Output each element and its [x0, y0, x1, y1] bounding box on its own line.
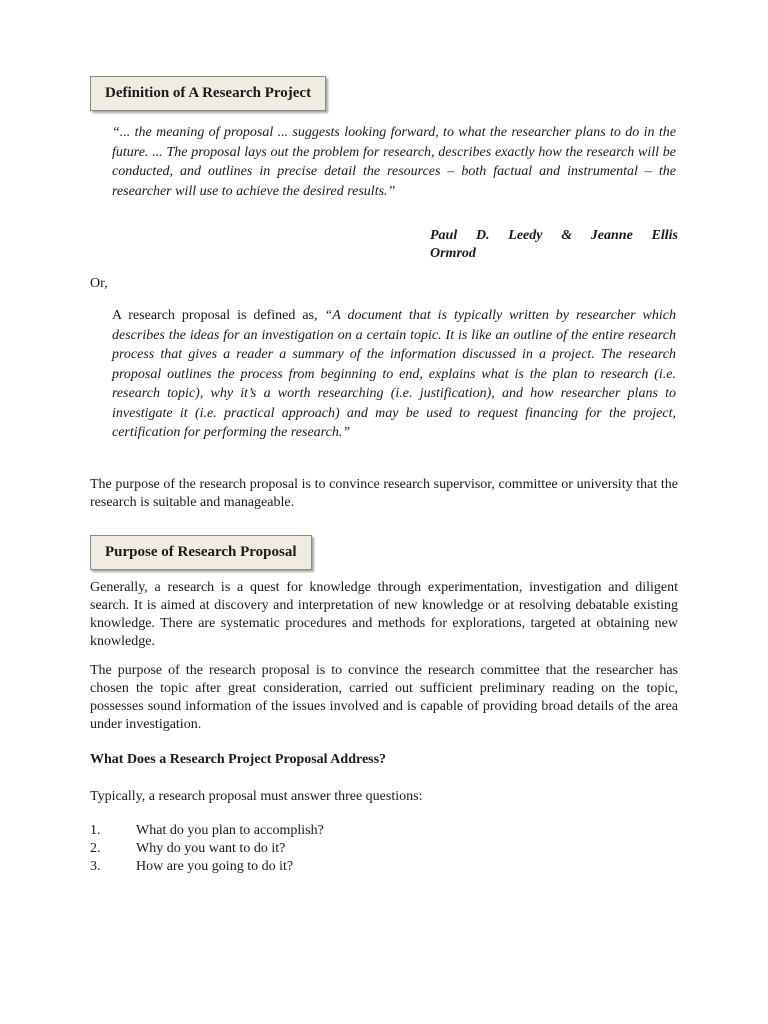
question-item: [90, 822, 678, 840]
proposal-lead: A research proposal is defined as,: [112, 308, 325, 323]
author-line-2: Ormrod: [430, 246, 476, 261]
purpose-heading: Purpose of Research Proposal: [90, 535, 312, 570]
purpose-paragraph-2: The purpose of the research proposal is to convince the research committee that the researcher has chosen the topic after great consideration, carried out sufficient preliminary reading on the topic, possesses sound information of the issues involved and is capable of providing broad details of the area under investigation.: [90, 663, 678, 732]
question-item: [90, 858, 678, 876]
question-text: How are you going to do it?: [136, 859, 294, 874]
question-number: 3.: [90, 859, 101, 874]
question-number: 1.: [90, 823, 101, 838]
purpose-statement: The purpose of the research proposal is to convince research supervisor, committee or university that the research is suitable and manageable.: [90, 477, 678, 510]
quote-author: [430, 227, 678, 263]
question-text: What do you plan to accomplish?: [136, 823, 324, 838]
author-line-1: Paul D. Leedy & Jeanne Ellis: [430, 228, 678, 243]
purpose-paragraph-1: Generally, a research is a quest for knowledge through experimentation, investigation and diligent search. It is aimed at discovery and interpretation of new knowledge or at resolving debatable existing knowledge. There are systematic procedures and methods for explorations, targeted at obtaining new knowledge.: [90, 580, 678, 649]
leedy-quote: “... the meaning of proposal ... suggests looking forward, to what the researcher plans to do in the future. ... The proposal lays out the problem for research, describes exactly how the research will be conducted, and outlines in precise detail the resources – both factual and instrumental – the researcher will use to achieve the desired results.”: [112, 125, 676, 199]
address-intro: Typically, a research proposal must answer three questions:: [90, 789, 423, 804]
definition-heading: Definition of A Research Project: [90, 76, 326, 111]
question-number: 2.: [90, 841, 101, 856]
question-text: Why do you want to do it?: [136, 841, 286, 856]
proposal-quote: “A document that is typically written by researcher which describes the ideas for an investigation on a certain topic. It is like an outline of the entire research process that gives a reader a summary of the information discussed in a project. The research proposal outlines the process from beginning to end, explains what is the plan to research (i.e. research topic), why it’s a worth researching (i.e. justification), and how researcher plans to investigate it (i.e. practical approach) and may be used to request financing for the project, certification for performing the research.”: [112, 308, 676, 440]
question-item: [90, 840, 678, 858]
address-heading: What Does a Research Project Proposal Address?: [90, 752, 387, 767]
or-text: Or,: [90, 276, 108, 291]
proposal-definition: [112, 306, 676, 443]
